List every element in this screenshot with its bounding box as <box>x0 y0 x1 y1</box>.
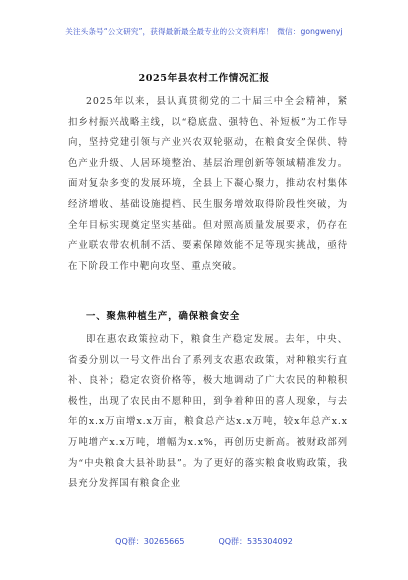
qq-group-1: QQ群：30265665 <box>115 537 185 546</box>
section-1-paragraph: 即在惠农政策拉动下，粮食生产稳定发展。去年，中央、省委分别以一号文件出台了系列支农惠农政策，对种粮实行直补、良补；稳定农资价格等，极大地调动了广大农民的种粮积极性，出现了农民由不愿种田，到争着种田的喜人现象，与去年的x.x万亩增x.x万亩，粮食总产达x.x万吨，较x年总产x.x万吨增产x.x万吨，增幅为x.x%，再创历史新高。被财政部列为“中央粮食大县补助县”。为了更好的落实粮食收购政策，我县充分发挥国有粮食企业 <box>68 334 348 490</box>
intro-paragraph: 2025年以来，县认真贯彻党的二十届三中全会精神，紧扣乡村振兴战略主线，以“稳底盘、强特色、补短板”为工作导向，坚持党建引领与产业兴农双轮驱动，在粮食安全保供、特色产业升级、人居环境整治、基层治理创新等领域精准发力。面对复杂多变的发展环境，全县上下凝心聚力，推动农村集体经济增收、基础设施提档、民生服务增效取得阶段性突破，为全年目标实现奠定坚实基础。但对照高质量发展要求，仍存在产业联农带农机制不活、要素保障效能不足等现实挑战，亟待在下阶段工作中靶向攻坚、重点突破。 <box>68 96 348 272</box>
promo-banner <box>0 26 408 37</box>
footer-contact <box>0 536 408 547</box>
section-heading-1: 一、聚焦种植生产，确保粮食安全 <box>86 311 241 322</box>
qq-group-2: QQ群：535304092 <box>218 537 293 546</box>
document-title: 2025年县农村工作情况汇报 <box>138 73 270 84</box>
wechat-id: 微信：gongwenyj <box>277 27 343 36</box>
promo-banner-text: 关注头条号“公文研究”，获得最新最全最专业的公文资料库！ <box>65 27 274 36</box>
